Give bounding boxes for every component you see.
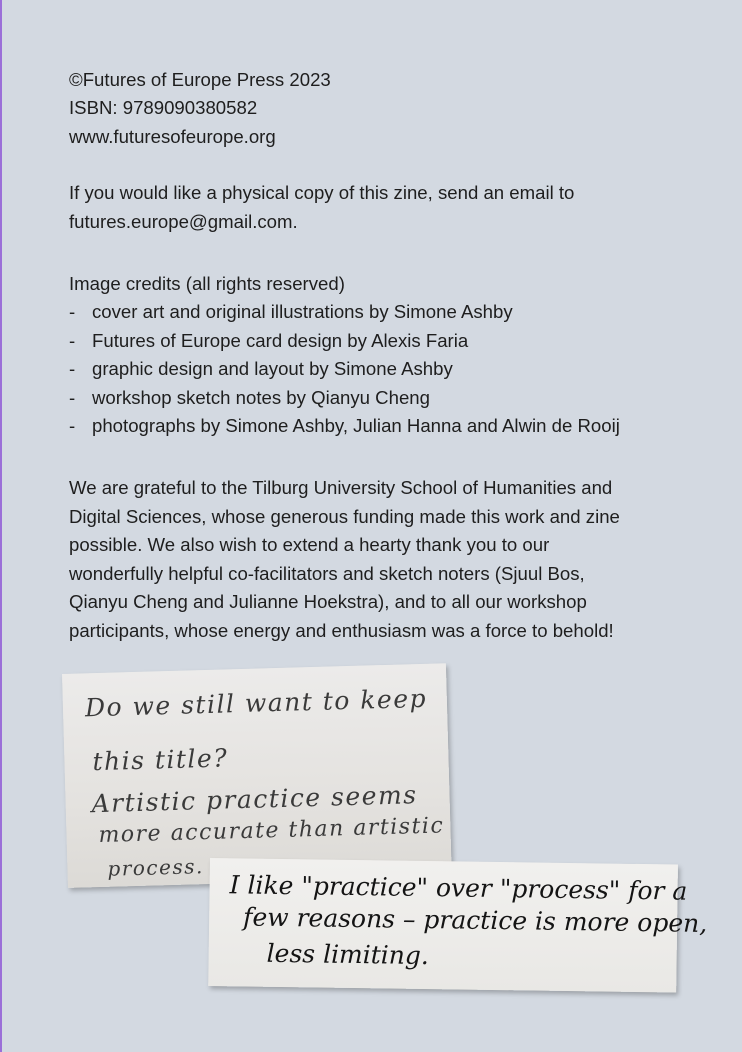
physical-copy-request [69,179,669,236]
acknowledgement-line: participants, whose energy and enthusiasm was a force to behold! [69,619,614,641]
list-dash: - [69,415,76,437]
copyright-line: ©Futures of Europe Press 2023 [69,69,331,90]
handwritten-line: process. [107,854,205,881]
acknowledgement-line: wonderfully helpful co-facilitators and sketch noters (Sjuul Bos, [69,562,585,584]
image-credits [69,270,669,440]
credit-item [69,327,669,355]
handwritten-line: I like "practice" over "process" for a [229,870,688,906]
credit-text: graphic design and layout by Simone Ashby [92,358,453,380]
handwritten-line: this title? [92,743,229,777]
credit-text: Futures of Europe card design by Alexis Faria [92,329,469,351]
list-dash: - [69,329,76,351]
list-dash: - [69,386,76,408]
credit-text: photographs by Simone Ashby, Julian Hanna and Alwin de Rooij [92,415,620,437]
credit-text: workshop sketch notes by Qianyu Cheng [92,386,430,408]
isbn-line: ISBN: 9789090380582 [69,97,258,119]
handwritten-line: few reasons – practice is more open, [242,902,708,938]
handwritten-note-title-question [62,663,452,888]
copyright-block [69,66,669,151]
handwritten-line: less limiting. [266,938,430,971]
list-dash: - [69,301,76,323]
colophon-content [69,66,669,645]
page-edge-accent [0,0,2,1052]
acknowledgement-line: We are grateful to the Tilburg University School of Humanities and [69,477,613,499]
credit-item [69,412,669,440]
credit-item [69,355,669,383]
handwritten-line: more accurate than artistic [98,813,445,849]
request-text: If you would like a physical copy of this zine, send an email to [69,182,575,204]
acknowledgement-line: possible. We also wish to extend a hearty thank you to our [69,534,550,556]
handwritten-line: Do we still want to keep [84,683,428,723]
credit-text: cover art and original illustrations by Simone Ashby [92,301,513,323]
website-link[interactable]: www.futuresofeurope.org [69,125,276,147]
email-link[interactable]: futures.europe@gmail.com. [69,210,298,232]
credits-heading: Image credits (all rights reserved) [69,273,345,295]
credit-item [69,298,669,326]
handwritten-note-practice-reply [208,858,708,993]
acknowledgement-line: Qianyu Cheng and Julianne Hoekstra), and to all our workshop [69,591,587,613]
credit-item [69,384,669,412]
acknowledgement-line: Digital Sciences, whose generous funding made this work and zine [69,505,620,527]
acknowledgements [69,474,669,644]
credits-list [69,298,669,440]
handwritten-line: Artistic practice seems [91,780,418,819]
list-dash: - [69,358,76,380]
